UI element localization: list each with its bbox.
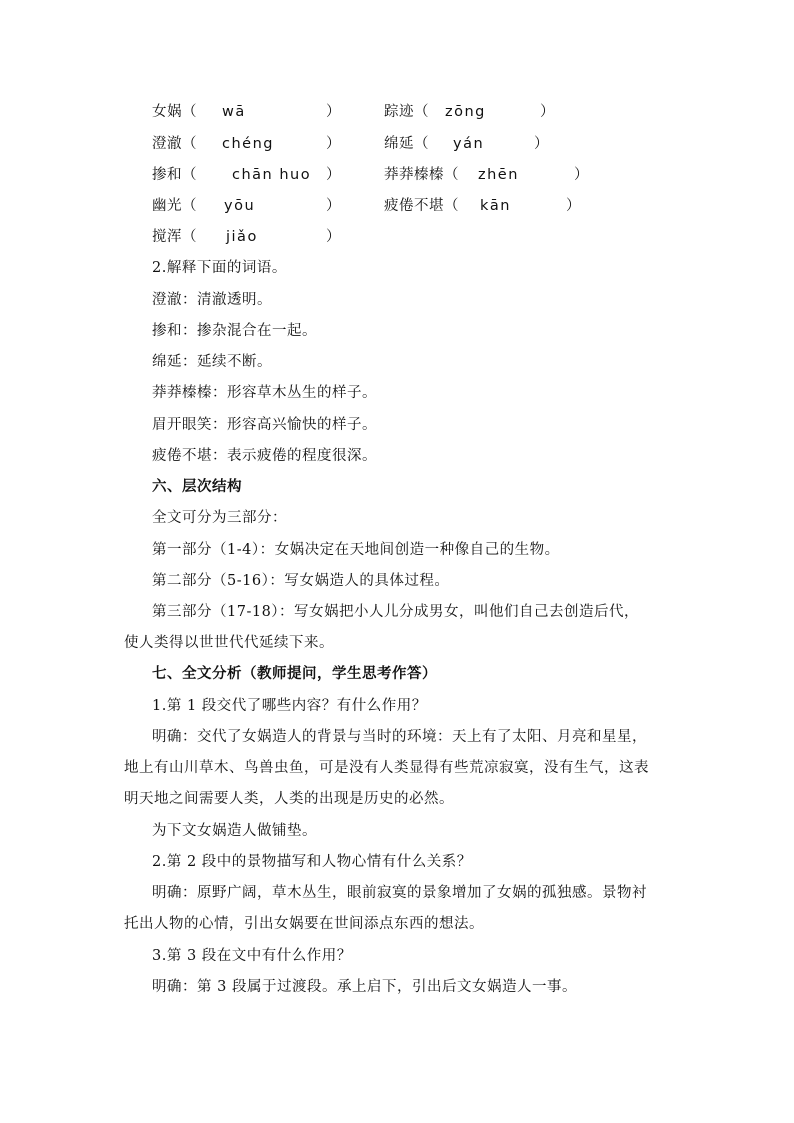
definition-item: 莽莽榛榛：形容草木丛生的样子。 xyxy=(152,385,377,401)
pinyin-answer: zōng xyxy=(445,104,486,120)
paragraph: 第二部分（5-16）：写女娲造人的具体过程。 xyxy=(152,573,450,589)
definition-item: 眉开眼笑：形容高兴愉快的样子。 xyxy=(152,417,377,433)
paren-close: ） xyxy=(566,198,581,214)
paragraph: 第三部分（17-18）：写女娲把小人儿分成男女，叫他们自己去创造后代， xyxy=(152,604,640,620)
definition-item: 疲倦不堪：表示疲倦的程度很深。 xyxy=(152,448,377,464)
definition-item: 绵延：延续不断。 xyxy=(152,354,272,370)
paren-close: ） xyxy=(326,198,341,214)
pinyin-answer: chān huo xyxy=(232,167,312,183)
pinyin-answer: kān xyxy=(480,198,511,214)
paren-close: ） xyxy=(574,167,589,183)
paragraph: 全文可分为三部分： xyxy=(152,510,287,526)
answer: 为下文女娲造人做铺垫。 xyxy=(152,823,317,839)
paren-close: ） xyxy=(326,229,341,245)
paren-close: ） xyxy=(326,104,341,120)
pinyin-answer: zhēn xyxy=(478,167,519,183)
paren-close: ） xyxy=(326,167,341,183)
pinyin-answer: yōu xyxy=(224,198,256,214)
word-label: 搅浑（ xyxy=(152,229,197,245)
word-label: 踪迹（ xyxy=(384,104,429,120)
pinyin-item xyxy=(152,196,197,216)
pinyin-answer: wā xyxy=(222,104,246,120)
pinyin-item xyxy=(152,134,197,154)
paragraph: 使人类得以世世代代延续下来。 xyxy=(124,635,334,651)
answer: 托出人物的心情，引出女娲要在世间添点东西的想法。 xyxy=(124,916,484,932)
answer: 地上有山川草木、鸟兽虫鱼，可是没有人类显得有些荒凉寂寞，没有生气，这表 xyxy=(124,760,649,776)
pinyin-item xyxy=(152,165,197,185)
word-label: 幽光（ xyxy=(152,198,197,214)
word-label: 莽莽榛榛（ xyxy=(384,167,459,183)
answer: 明确：原野广阔，草木丛生，眼前寂寞的景象增加了女娲的孤独感。景物衬 xyxy=(152,885,647,901)
paren-close: ） xyxy=(540,104,555,120)
answer: 明确：交代了女娲造人的背景与当时的环境：天上有了太阳、月亮和星星， xyxy=(152,729,647,745)
paren-close: ） xyxy=(534,136,549,152)
pinyin-item xyxy=(152,227,197,247)
answer: 明天地之间需要人类，人类的出现是历史的必然。 xyxy=(124,791,454,807)
section-heading: 2.解释下面的词语。 xyxy=(152,260,287,276)
answer: 明确：第 3 段属于过渡段。承上启下，引出后文女娲造人一事。 xyxy=(152,979,577,995)
word-label: 掺和（ xyxy=(152,167,197,183)
word-label: 绵延（ xyxy=(384,136,429,152)
question: 1.第 1 段交代了哪些内容？有什么作用？ xyxy=(152,698,427,714)
definition-item: 澄澈：清澈透明。 xyxy=(152,292,272,308)
pinyin-item xyxy=(384,165,459,185)
pinyin-item xyxy=(384,196,459,216)
section-heading: 六、层次结构 xyxy=(152,478,242,495)
definition-item: 掺和：掺杂混合在一起。 xyxy=(152,323,317,339)
pinyin-answer: chéng xyxy=(222,136,274,152)
pinyin-item xyxy=(384,102,429,122)
paren-close: ） xyxy=(326,136,341,152)
word-label: 澄澈（ xyxy=(152,136,197,152)
pinyin-item xyxy=(152,102,197,122)
word-label: 疲倦不堪（ xyxy=(384,198,459,214)
paragraph: 第一部分（1-4）：女娲决定在天地间创造一种像自己的生物。 xyxy=(152,542,560,558)
word-label: 女娲（ xyxy=(152,104,197,120)
question: 2.第 2 段中的景物描写和人物心情有什么关系？ xyxy=(152,854,472,870)
pinyin-item xyxy=(384,134,429,154)
pinyin-answer: yán xyxy=(453,136,485,152)
question: 3.第 3 段在文中有什么作用？ xyxy=(152,948,352,964)
pinyin-answer: jiǎo xyxy=(226,229,258,245)
section-heading: 七、全文分析（教师提问，学生思考作答） xyxy=(152,665,437,682)
